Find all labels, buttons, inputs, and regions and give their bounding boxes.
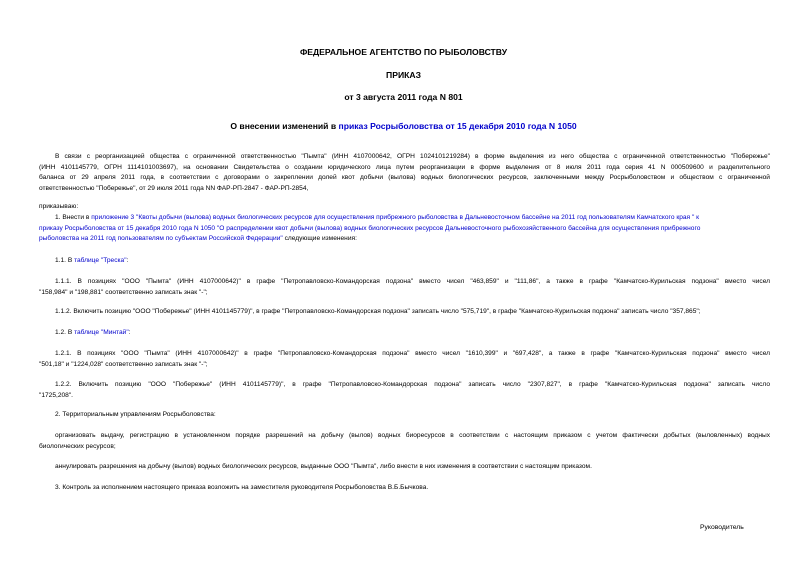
paragraph-1-line <box>39 213 770 224</box>
section-1-1-prefix: 1.1. В <box>55 257 75 264</box>
section-1-2 <box>39 328 770 339</box>
order-1050-link-end[interactable]: рыболовства на 2011 год пользователям по субъектам Российской Федерации" <box>39 235 283 242</box>
cod-table-link[interactable]: таблице "Треска" <box>74 257 127 264</box>
signature-title: Руководитель <box>700 524 744 531</box>
paragraph-2-a-line: биологических ресурсов; <box>39 442 116 450</box>
preamble-line: (ИНН 4101145779, ОГРН 1114101003697), на основании Свидетельства о создании юридического лица путем реорганизации в форме выделения от 8 июля 2011 года серия 41 N 000509600 и разделительного <box>39 163 770 171</box>
document-date-number: от 3 августа 2011 года N 801 <box>344 92 463 102</box>
paragraph-3 <box>39 483 770 494</box>
title-link[interactable]: приказ Росрыболовства от 15 декабря 2010 года N 1050 <box>338 121 577 131</box>
agency-name: ФЕДЕРАЛЬНОЕ АГЕНТСТВО ПО РЫБОЛОВСТВУ <box>299 47 508 57</box>
order-word-text: приказываю: <box>39 203 79 210</box>
preamble-line: В связи с реорганизацией общества с ограниченной ответственностью "Пымта" (ИНН 4107000642, ОГРН 1024101219284) в форме выделения из него общества с ограниченной ответственностью "Побережье" <box>55 153 770 160</box>
paragraph-2-b-line: аннулировать разрешения на добычу (вылов) водных биологических ресурсов, выданные ООО "Пымта", либо внести в них изменения в соответствии с настоящим приказом. <box>55 463 592 470</box>
section-1-1 <box>39 256 770 267</box>
document-title <box>0 121 807 131</box>
pollock-table-link[interactable]: таблице "Минтай" <box>74 329 129 336</box>
section-1-2-1-line: 1.2.1. В позициях "ООО "Пымта" (ИНН 4107000642)" в графе "Петропавловско-Командорская подзона" вместо чисел "1610,399" и "697,428", а также в графе "Камчатско-Курильская подзона" вместо чисел <box>55 350 770 357</box>
section-1-1-colon: : <box>126 257 129 264</box>
preamble-line: баланса от 29 апреля 2011 года, в соответствии с договорами о закреплении долей квот добычи (вылова) водных биологических ресурсов, заключенными между Росрыболовством и обществом с ограниченной <box>39 174 770 181</box>
paragraph-2 <box>39 410 770 421</box>
order-word <box>39 202 770 213</box>
section-1-1-1 <box>39 277 770 298</box>
section-1-2-1-line: "501,18" и "1224,028" соответственно записать знак "-"; <box>39 360 208 368</box>
section-1-2-2-line: "1725,208". <box>39 391 74 399</box>
paragraph-1-line <box>39 234 770 245</box>
appendix-3-link[interactable]: приложение 3 "Квоты добычи (вылова) водных биологических ресурсов для осуществления прибрежного рыболовства в Дальневосточном бассейне на 2011 год пользователям Камчатского края " к <box>91 214 699 221</box>
paragraph-2-a <box>39 431 770 452</box>
paragraph-2-a-line: организовать выдачу, регистрацию в установленном порядке разрешений на добычу (вылов) водных биоресурсов в соответствии с настоящим приказом с учетом фактически добытых (выловленных) водных <box>55 432 770 439</box>
paragraph-2-line: 2. Территориальным управлениям Росрыболовства: <box>55 411 216 418</box>
section-1-2-2 <box>39 380 770 401</box>
order-1050-link[interactable]: приказу Росрыболовства от 15 декабря 2010 года N 1050 "О распределении квот добычи (вылова) водных биологических ресурсов Дальневосточного рыбохозяйственного бассейна для осуществления прибрежного <box>39 224 701 232</box>
section-1-1-2 <box>39 307 770 318</box>
section-1-2-colon: : <box>128 329 131 336</box>
section-1-2-1 <box>39 349 770 370</box>
section-1-1-2-line: 1.1.2. Включить позицию "ООО "Побережье" (ИНН 4101145779)", в графе "Петропавловско-Командорская подзона" записать число "575,719", в графе "Камчатско-Курильская подзона" записать число "357,865"; <box>55 308 701 315</box>
section-1-1-1-line: 1.1.1. В позициях "ООО "Пымта" (ИНН 4107000642)" в графе "Петропавловско-Командорская подзона" вместо чисел "463,859" и "111,86", а также в графе "Камчатско-Курильская подзона" вместо чисел <box>55 278 770 285</box>
paragraph-1-suffix: следующие изменения: <box>282 235 357 242</box>
preamble <box>39 152 770 194</box>
section-1-2-2-line: 1.2.2. Включить позицию "ООО "Побережье" (ИНН 4101145779)", в графе "Петропавловско-Командорская подзона" записать число "2307,827", в графе "Камчатско-Курильская подзона" записать число <box>55 381 770 388</box>
preamble-line: ответственностью "Побережье", от 29 июля 2011 года NN ФАР-РП-2847 - ФАР-РП-2854, <box>39 184 309 192</box>
paragraph-1-prefix: 1. Внести в <box>55 214 92 221</box>
title-prefix: О внесении изменений в <box>230 121 339 131</box>
section-1-2-line <box>39 328 770 339</box>
paragraph-2-b <box>39 462 770 473</box>
paragraph-3-line: 3. Контроль за исполнением настоящего приказа возложить на заместителя руководителя Росрыболовства В.Б.Бычкова. <box>55 484 429 491</box>
section-1-2-prefix: 1.2. В <box>55 329 75 336</box>
section-1-1-1-line: "158,984" и "198,881" соответственно записать знак "-"; <box>39 288 208 296</box>
section-1-1-line <box>39 256 770 267</box>
paragraph-1 <box>39 213 770 245</box>
document-type: ПРИКАЗ <box>386 70 421 80</box>
